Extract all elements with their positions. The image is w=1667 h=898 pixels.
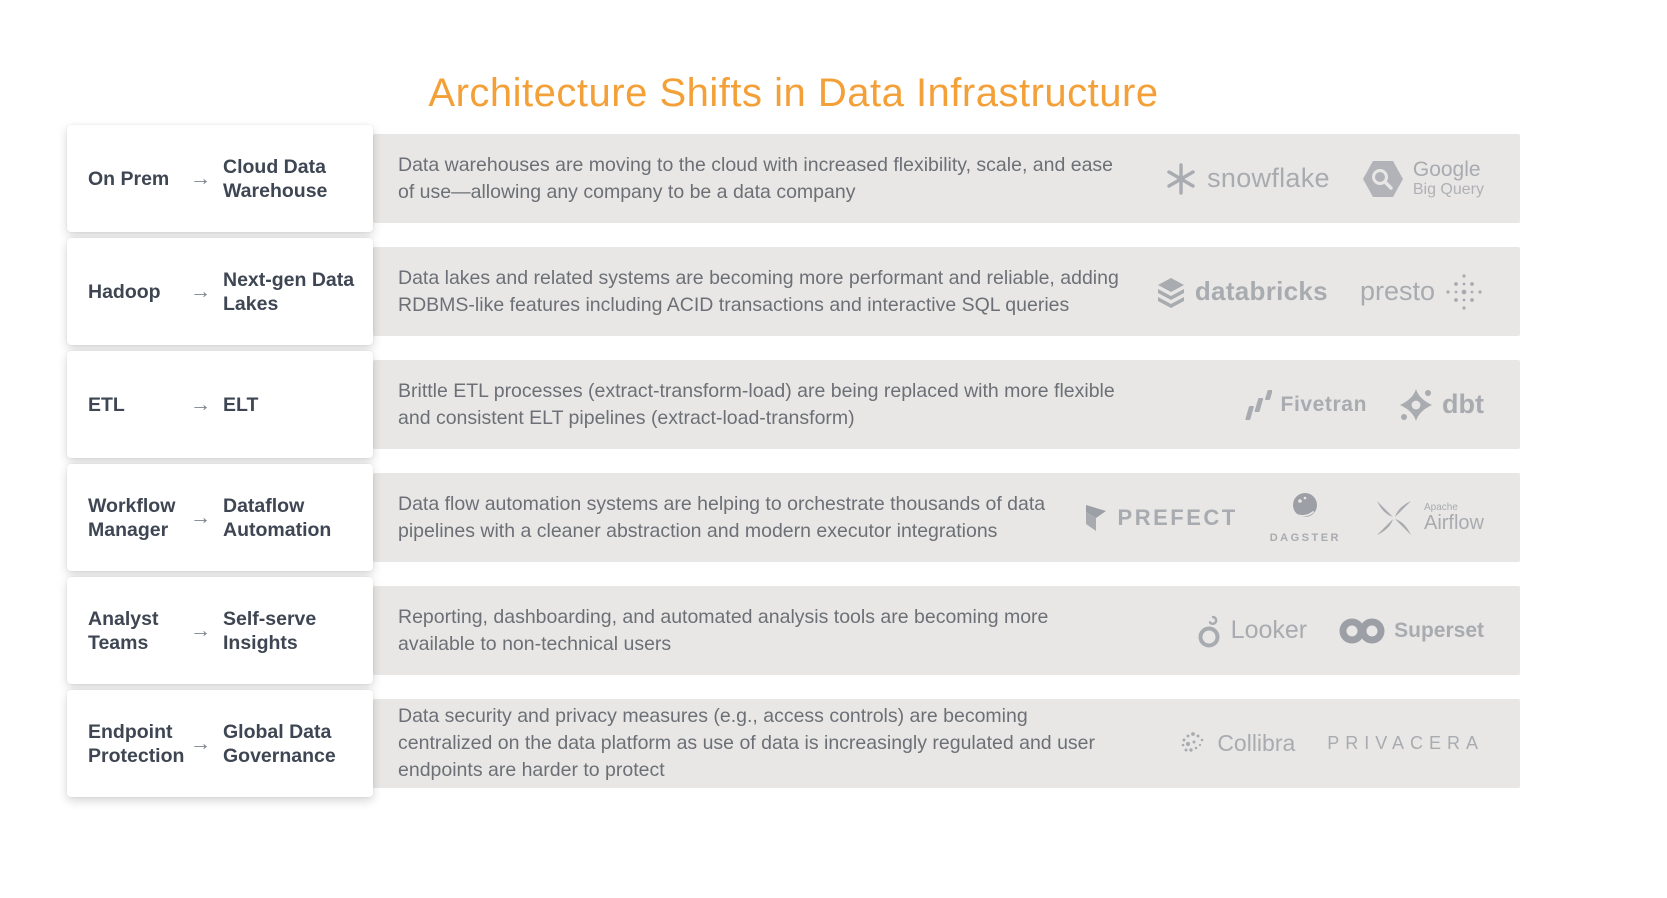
logo-superset <box>1339 618 1484 644</box>
snowflake-wordmark: snowflake <box>1207 163 1330 193</box>
dbt-wordmark: dbt <box>1442 389 1484 419</box>
row-description: Brittle ETL processes (extract-transform-load) are being replaced with more flexible and consistent ELT pipelines (extract-load-transform) <box>398 379 1115 429</box>
shift-to-label: Self-serve Insights <box>223 607 317 654</box>
looker-wordmark: Looker <box>1230 616 1308 644</box>
logo-dagster <box>1270 491 1341 544</box>
logo-databricks <box>1156 276 1328 308</box>
shift-card <box>67 238 373 345</box>
row-logos <box>1196 614 1520 648</box>
arrow-right-icon: → <box>190 279 211 303</box>
databricks-layers-icon <box>1156 276 1186 308</box>
databricks-wordmark: databricks <box>1194 276 1328 306</box>
row-description: Data flow automation systems are helping to orchestrate thousands of data pipelines with a cleaner abstraction and modern executor integrations <box>398 492 1046 542</box>
arrow-right-icon: → <box>190 731 211 755</box>
google-wordmark: Google <box>1412 158 1481 181</box>
apache-wordmark: Apache <box>1423 501 1458 513</box>
row-logos <box>1156 273 1520 311</box>
row-description: Data lakes and related systems are becoming more performant and reliable, adding RDBMS-like features including ACID transactions and interactive SQL queries <box>398 266 1119 316</box>
row-description-bar <box>373 699 1520 788</box>
shift-from-label: Endpoint Protection <box>88 720 185 767</box>
row-description-bar <box>373 586 1520 675</box>
row-cloud-data-warehouse <box>0 125 1667 232</box>
looker-icon <box>1196 614 1222 648</box>
shift-from-label: Hadoop <box>88 280 161 303</box>
shift-card <box>67 125 373 232</box>
logo-snowflake <box>1164 162 1330 196</box>
arrow-right-icon: → <box>190 392 211 416</box>
row-next-gen-data-lakes <box>0 238 1667 345</box>
logo-collibra <box>1178 729 1295 759</box>
row-global-data-governance <box>0 690 1667 797</box>
dbt-icon <box>1399 388 1433 422</box>
row-self-serve-insights <box>0 577 1667 684</box>
shift-from-label: Analyst Teams <box>88 607 159 654</box>
row-etl-to-elt <box>0 351 1667 458</box>
shift-card <box>67 577 373 684</box>
shift-card <box>67 690 373 797</box>
logo-prefect <box>1083 503 1238 533</box>
airflow-pinwheel-icon <box>1373 497 1415 539</box>
shift-to-label: Global Data Governance <box>223 720 336 767</box>
arrow-right-icon: → <box>190 505 211 529</box>
shift-to-label: Cloud Data Warehouse <box>223 155 328 202</box>
logo-privacera <box>1327 733 1484 754</box>
row-description-bar <box>373 473 1520 562</box>
dagster-icon <box>1287 491 1323 529</box>
row-description: Data security and privacy measures (e.g., access controls) are becoming centralized on the data platform as use of data is increasingly regulated and user endpoints are harder to protect <box>398 705 1096 781</box>
prefect-icon <box>1083 503 1109 533</box>
logo-looker <box>1196 614 1307 648</box>
row-logos <box>1242 388 1520 422</box>
shift-from-label: ETL <box>88 393 125 416</box>
airflow-wordmark: Airflow <box>1423 511 1484 534</box>
row-description-bar <box>373 134 1520 223</box>
bigquery-hexagon-icon <box>1362 158 1404 200</box>
shift-card <box>67 464 373 571</box>
collibra-wordmark: Collibra <box>1217 730 1296 756</box>
arrow-right-icon: → <box>190 618 211 642</box>
shift-to-label: Next-gen Data Lakes <box>223 268 355 315</box>
shift-from-label: Workflow Manager <box>88 494 176 541</box>
presto-wordmark: presto <box>1359 276 1435 306</box>
logo-dbt <box>1399 388 1484 422</box>
logo-google-bigquery <box>1362 158 1484 200</box>
superset-infinity-icon <box>1339 618 1385 644</box>
row-description: Reporting, dashboarding, and automated analysis tools are becoming more available to non-technical users <box>398 605 1049 655</box>
row-description: Data warehouses are moving to the cloud with increased flexibility, scale, and ease of use—allowing any company to be a data company <box>398 153 1114 203</box>
arrow-right-icon: → <box>190 166 211 190</box>
row-description-bar <box>373 247 1520 336</box>
shift-from-label: On Prem <box>88 167 170 190</box>
shift-rows <box>0 125 1667 803</box>
fivetran-icon <box>1242 389 1272 421</box>
collibra-dots-icon <box>1178 729 1208 759</box>
row-description-bar <box>373 360 1520 449</box>
row-dataflow-automation <box>0 464 1667 571</box>
logo-presto <box>1360 273 1484 311</box>
shift-to-label: ELT <box>223 393 259 416</box>
privacera-wordmark: PRIVACERA <box>1327 733 1484 753</box>
prefect-wordmark: PREFECT <box>1117 504 1238 530</box>
row-logos <box>1178 729 1520 759</box>
shift-to-label: Dataflow Automation <box>223 494 332 541</box>
logo-fivetran <box>1242 389 1368 421</box>
row-logos <box>1164 158 1520 200</box>
page-title: Architecture Shifts in Data Infrastructure <box>428 70 1159 115</box>
dagster-wordmark: DAGSTER <box>1269 532 1341 544</box>
bigquery-wordmark: Big Query <box>1412 181 1484 198</box>
presto-dots-icon <box>1444 273 1484 311</box>
shift-card <box>67 351 373 458</box>
snowflake-icon <box>1164 162 1198 196</box>
superset-wordmark: Superset <box>1394 618 1484 642</box>
fivetran-wordmark: Fivetran <box>1280 392 1368 416</box>
logo-airflow <box>1373 497 1484 539</box>
row-logos <box>1083 491 1520 544</box>
